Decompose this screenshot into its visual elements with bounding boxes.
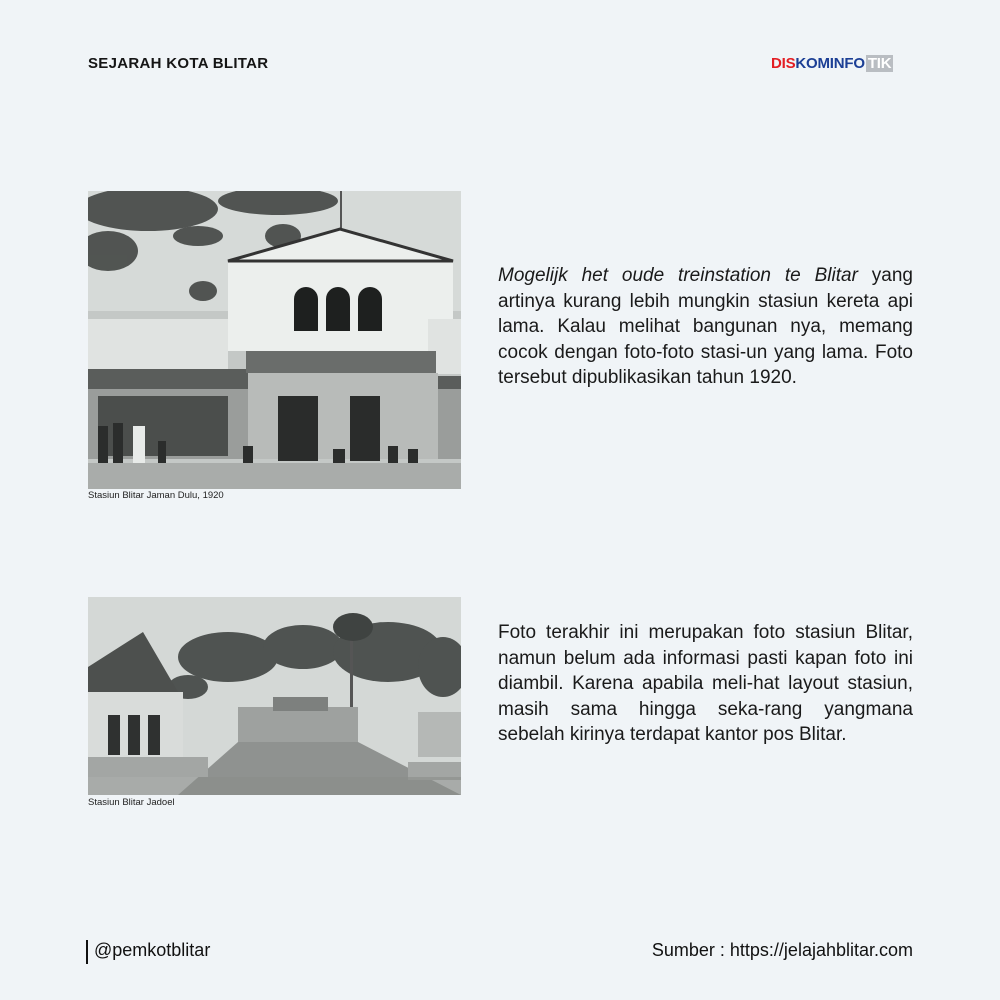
footer-divider: [86, 940, 88, 964]
description-text-1: yang artinya kurang lebih mungkin stasiun kereta api lama. Kalau melihat bangunan nya, memang cocok dengan foto-foto stasi-un yang lama. Foto tersebut dipublikasikan tahun 1920.: [498, 265, 913, 388]
diskominfo-logo: [771, 55, 893, 72]
station-photo-jadoel: [88, 597, 461, 795]
logo-part-dis: DIS: [771, 55, 796, 72]
photo-caption-1920: Stasiun Blitar Jaman Dulu, 1920: [88, 490, 224, 501]
logo-part-kominfo: KOMINFO: [795, 55, 865, 72]
description-paragraph-2: Foto terakhir ini merupakan foto stasiun Blitar, namun belum ada informasi pasti kapan foto ini diambil. Karena apabila meli-hat layout stasiun, masih sama hingga seka-rang yangmana sebelah kirinya terdapat kantor pos Blitar.: [498, 622, 913, 745]
station-photo-jadoel-image: [88, 597, 461, 795]
station-photo-1920: [88, 191, 461, 489]
dutch-quote: Mogelijk het oude treinstation te Blitar: [498, 265, 858, 286]
logo-part-tik: TIK: [867, 55, 892, 72]
description-paragraph-1: [498, 263, 913, 391]
social-handle: @pemkotblitar: [94, 940, 211, 960]
page-title: SEJARAH KOTA BLITAR: [88, 55, 269, 72]
source-credit: Sumber : https://jelajahblitar.com: [651, 940, 913, 960]
station-photo-1920-image: [88, 191, 461, 489]
photo-caption-jadoel: Stasiun Blitar Jadoel: [88, 797, 175, 808]
